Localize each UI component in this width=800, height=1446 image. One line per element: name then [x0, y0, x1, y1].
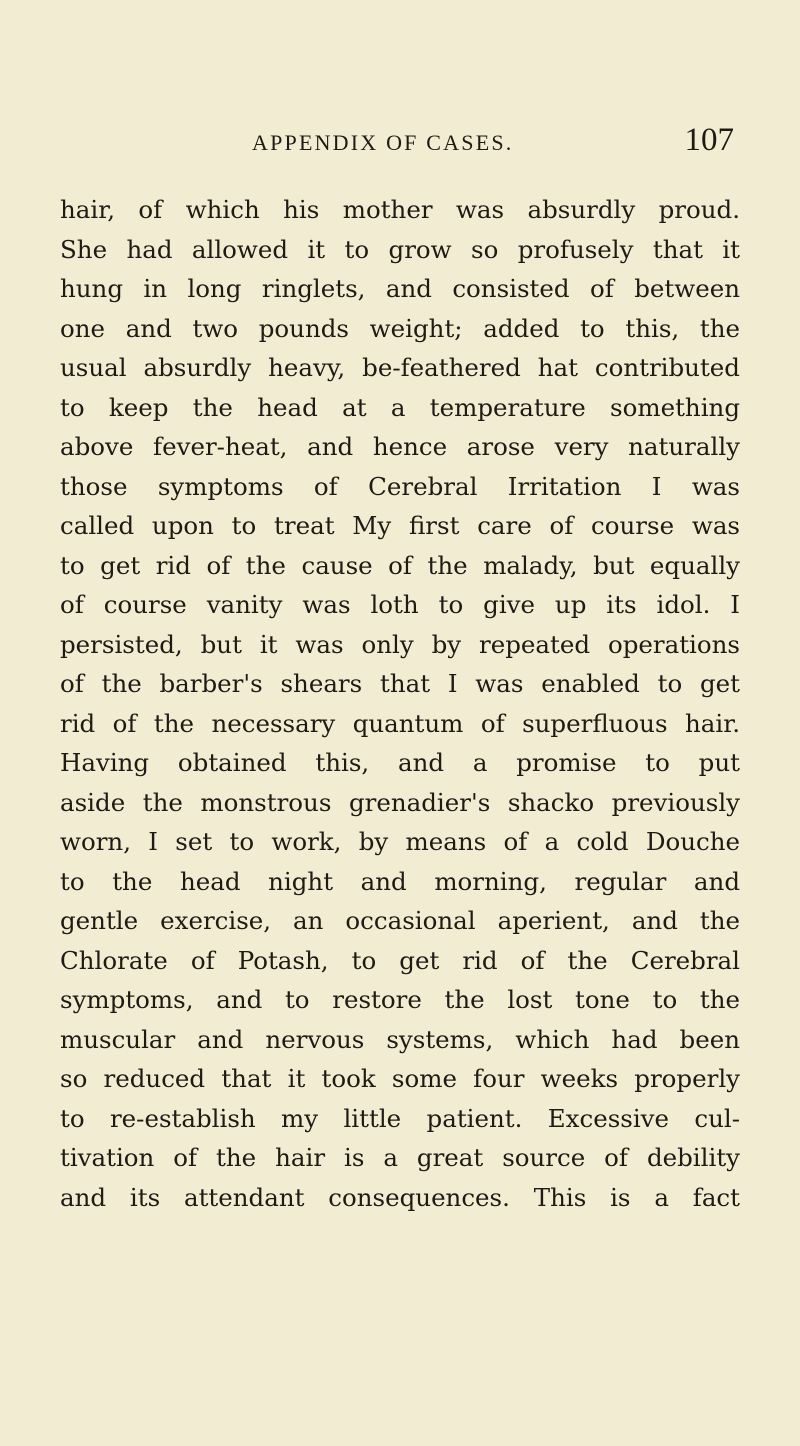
- page-number: 107: [684, 122, 734, 158]
- text-line: gentle exercise, an occasional aperient, and the: [60, 906, 740, 935]
- text-line: those symptoms of Cerebral Irritation I was: [60, 471, 740, 501]
- text-line: one and two pounds weight; added to this, the: [60, 313, 740, 343]
- text-line: aside the monstrous grenadier's shacko previously: [60, 787, 740, 817]
- page-header: [252, 122, 740, 164]
- body-text: [60, 190, 740, 1217]
- text-line: worn, I set to work, by means of a cold Douche: [60, 827, 740, 856]
- text-line: Chlorate of Potash, to get rid of the Cerebral: [60, 945, 740, 975]
- text-line: persisted, but it was only by repeated operations: [60, 629, 740, 659]
- text-line: to re-establish my little patient. Excessive cul-: [60, 1103, 740, 1133]
- text-line: muscular and nervous systems, which had been: [60, 1024, 740, 1054]
- text-line: She had allowed it to grow so profusely that it: [60, 234, 740, 264]
- running-head: APPENDIX OF CASES.: [252, 130, 514, 155]
- text-line: hung in long ringlets, and consisted of between: [60, 274, 740, 303]
- text-line: of the barber's shears that I was enabled to get: [60, 669, 740, 698]
- text-line: rid of the necessary quantum of superfluous hair.: [60, 708, 740, 738]
- text-line: so reduced that it took some four weeks properly: [60, 1064, 740, 1093]
- text-line: of course vanity was loth to give up its idol. I: [60, 590, 740, 619]
- text-line: Having obtained this, and a promise to put: [60, 748, 740, 777]
- text-line: to the head night and morning, regular and: [60, 866, 740, 896]
- text-line: hair, of which his mother was absurdly proud.: [60, 195, 740, 224]
- text-line: called upon to treat My first care of course was: [60, 511, 740, 540]
- text-line: and its attendant consequences. This is a fact: [60, 1182, 740, 1212]
- text-line: to keep the head at a temperature something: [60, 392, 740, 422]
- text-line: to get rid of the cause of the malady, but equally: [60, 550, 740, 580]
- text-line: above fever-heat, and hence arose very naturally: [60, 432, 740, 461]
- text-line: tivation of the hair is a great source of debility: [60, 1143, 740, 1172]
- text-line: usual absurdly heavy, be-feathered hat contributed: [60, 353, 740, 382]
- text-line: symptoms, and to restore the lost tone to the: [60, 985, 740, 1014]
